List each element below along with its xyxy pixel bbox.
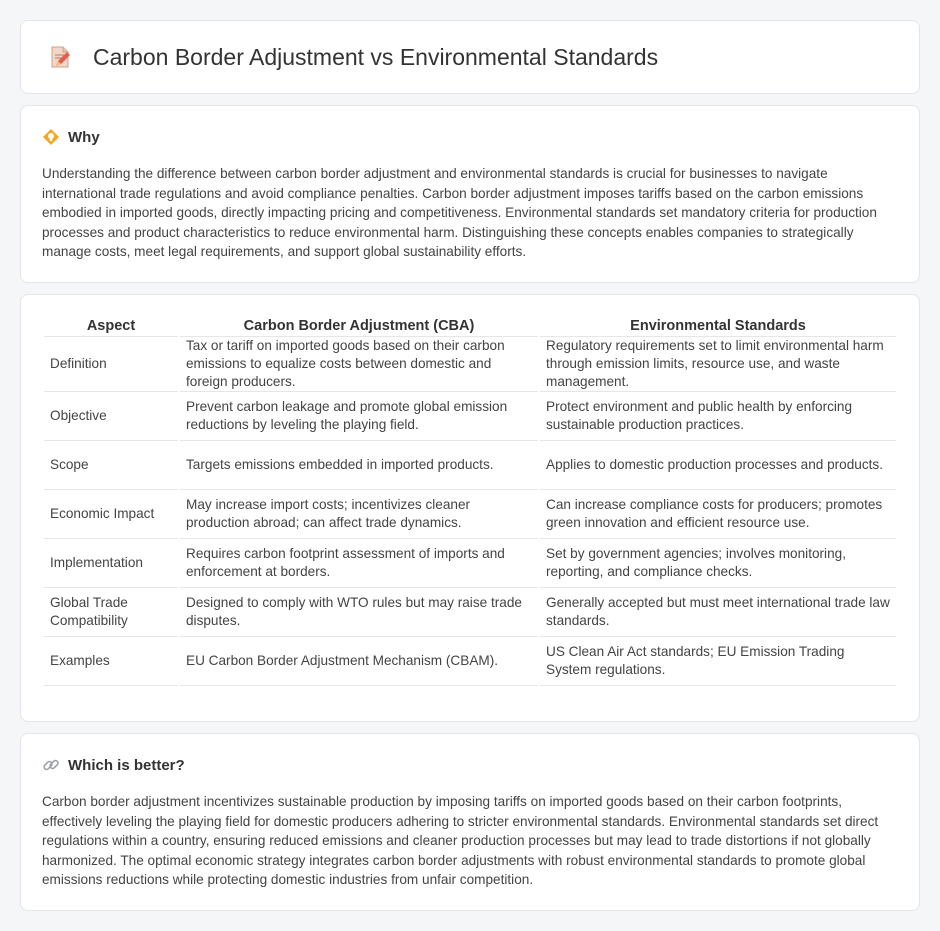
link-icon [42,756,60,774]
row-aspect: Objective [44,392,178,441]
lightbulb-sign-icon [42,128,60,146]
row-env: Applies to domestic production processes and products. [540,441,896,490]
table-row [44,637,896,686]
which-better-heading: Which is better? [68,756,185,774]
comparison-table-card [20,294,920,722]
table-row [44,539,896,588]
row-aspect: Examples [44,637,178,686]
row-env: US Clean Air Act standards; EU Emission Trading System regulations. [540,637,896,686]
table-row [44,337,896,392]
row-cba: Designed to comply with WTO rules but may raise trade disputes. [180,588,538,637]
row-cba: Tax or tariff on imported goods based on their carbon emissions to equalize costs between domestic and foreign producers. [180,337,538,392]
row-aspect: Implementation [44,539,178,588]
row-cba: Targets emissions embedded in imported products. [180,441,538,490]
why-heading: Why [68,128,100,146]
row-cba: EU Carbon Border Adjustment Mechanism (CBAM). [180,637,538,686]
why-section [20,105,920,283]
row-env: Can increase compliance costs for producers; promotes green innovation and efficient resource use. [540,490,896,539]
column-header-aspect: Aspect [44,315,178,337]
table-header-row [44,315,896,337]
which-better-section [20,733,920,911]
comparison-table [42,315,898,686]
row-env: Regulatory requirements set to limit environmental harm through emission limits, resource use, and waste management. [540,337,896,392]
column-header-cba: Carbon Border Adjustment (CBA) [180,315,538,337]
row-cba: May increase import costs; incentivizes cleaner production abroad; can affect trade dynamics. [180,490,538,539]
row-cba: Requires carbon footprint assessment of imports and enforcement at borders. [180,539,538,588]
row-env: Generally accepted but must meet international trade law standards. [540,588,896,637]
table-row [44,392,896,441]
document-edit-icon [47,44,73,70]
page-title: Carbon Border Adjustment vs Environmental Standards [93,43,659,70]
row-aspect: Global Trade Compatibility [44,588,178,637]
row-cba: Prevent carbon leakage and promote global emission reductions by leveling the playing field. [180,392,538,441]
row-aspect: Scope [44,441,178,490]
table-row [44,490,896,539]
table-row [44,441,896,490]
why-text: Understanding the difference between carbon border adjustment and environmental standards is crucial for businesses to navigate international trade regulations and avoid compliance penalties. Carbon border adjustment imposes tariffs based on the carbon emissions embodied in imported goods, directly impacting pricing and competitiveness. Environmental standards set mandatory criteria for production processes and product characteristics to reduce environmental harm. Distinguishing these concepts enables companies to strategically manage costs, meet legal requirements, and support global sustainability efforts. [42,166,877,260]
row-aspect: Economic Impact [44,490,178,539]
column-header-env: Environmental Standards [540,315,896,337]
row-env: Protect environment and public health by enforcing sustainable production practices. [540,392,896,441]
row-env: Set by government agencies; involves monitoring, reporting, and compliance checks. [540,539,896,588]
header-card [20,20,920,94]
which-better-text: Carbon border adjustment incentivizes sustainable production by imposing tariffs on imported goods based on their carbon footprints, effectively leveling the playing field for domestic producers adhering to stricter environmental standards. Environmental standards set direct regulations within a country, ensuring reduced emissions and cleaner production processes but may lead to trade distortions if not globally harmonized. The optimal economic strategy integrates carbon border adjustments with robust environmental standards to promote global emissions reductions while protecting domestic industries from unfair competition. [42,794,879,888]
row-aspect: Definition [44,337,178,392]
table-row [44,588,896,637]
